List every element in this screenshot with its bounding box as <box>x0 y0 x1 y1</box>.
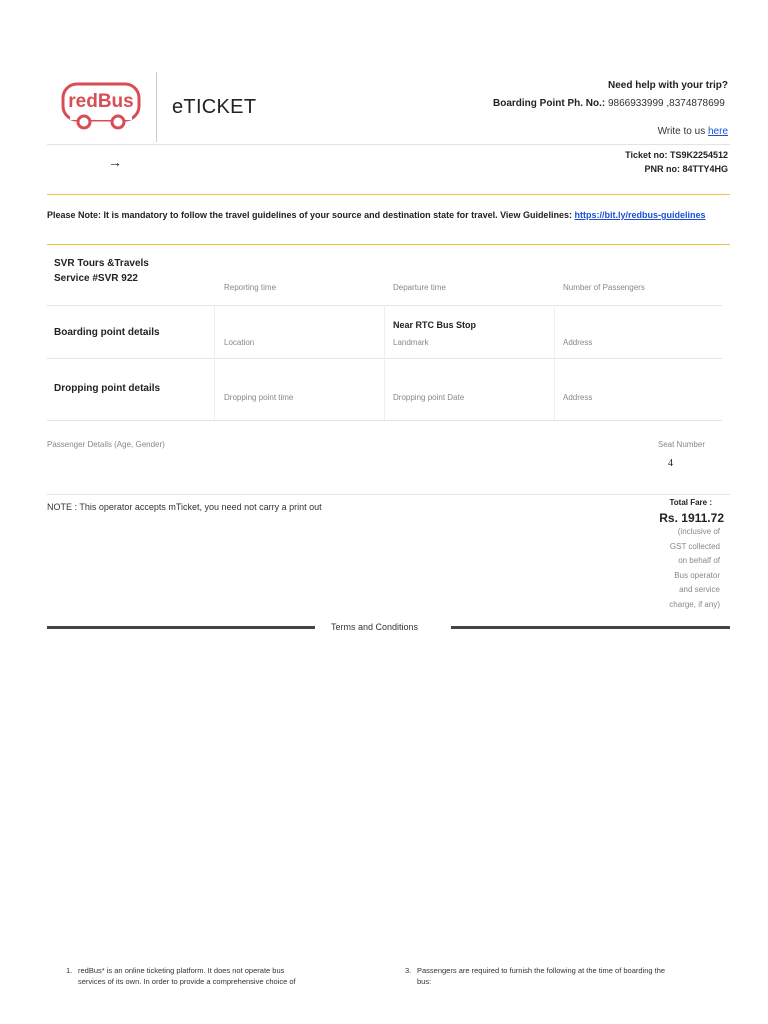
seat-number-label: Seat Number <box>657 440 705 449</box>
fare-note <box>650 525 720 612</box>
landmark-value: Near RTC Bus Stop <box>393 320 477 330</box>
operator-info <box>54 256 149 286</box>
notice-top-divider <box>47 194 730 195</box>
write-to-us <box>658 126 728 137</box>
dropping-date-label: Dropping point Date <box>393 393 465 402</box>
pnr-number: PNR no: 84TTY4HG <box>644 164 728 174</box>
list-text <box>417 965 665 987</box>
total-fare-value: Rs. 1911.72 <box>659 511 724 525</box>
column-separator <box>554 305 555 420</box>
boarding-section-title: Boarding point details <box>54 327 160 338</box>
fare-note-line: on behalf of <box>678 556 720 565</box>
boarding-phone-value: 9866933999 ,8374878699 <box>608 98 725 109</box>
header-divider <box>47 144 730 145</box>
fare-note-line: charge, if any) <box>669 599 720 609</box>
fare-note-line: GST collected <box>669 541 720 551</box>
notice-text: Please Note: It is mandatory to follow the travel guidelines of your source and destination state for travel. View Guidelines: <box>47 210 575 220</box>
dropping-address-label: Address <box>563 393 593 402</box>
row-divider <box>47 420 722 421</box>
brand-wordmark: redBus <box>68 91 134 112</box>
ticket-number: Ticket no: TS9K2254512 <box>625 150 728 160</box>
location-label: Location <box>224 338 255 347</box>
page-title: eTICKET <box>172 96 257 118</box>
list-text <box>78 965 296 987</box>
travel-guidelines-notice <box>47 208 727 222</box>
fare-note-line: Bus operator <box>674 570 720 580</box>
terms-bar-left <box>47 626 315 629</box>
write-prefix: Write to us <box>657 126 706 137</box>
list-line: bus: <box>417 977 432 986</box>
fare-note-line: (inclusive of <box>677 527 720 536</box>
departure-time-label: Departure time <box>393 283 446 292</box>
landmark-label: Landmark <box>393 338 429 347</box>
fare-note-line: and service <box>679 585 720 594</box>
dropping-section-title: Dropping point details <box>54 383 161 394</box>
dropping-time-label: Dropping point time <box>224 393 294 402</box>
mticket-note: NOTE : This operator accepts mTicket, you need not carry a print out <box>47 502 322 512</box>
service-number: Service #SVR 922 <box>54 273 138 284</box>
list-line: Passengers are required to furnish the following at the time of boarding the <box>417 966 666 975</box>
terms-item-3 <box>405 965 735 995</box>
terms-title: Terms and Conditions <box>331 622 419 632</box>
redbus-logo <box>60 82 142 132</box>
write-link[interactable]: here <box>707 126 728 137</box>
reporting-time-label: Reporting time <box>224 283 277 292</box>
list-number: 3. <box>405 966 412 975</box>
passenger-divider <box>47 494 730 495</box>
arrow-right-icon: → <box>108 154 122 170</box>
operator-name: SVR Tours &Travels <box>54 258 149 269</box>
total-fare-label: Total Fare : <box>669 498 712 507</box>
column-separator <box>384 305 385 420</box>
help-heading: Need help with your trip? <box>607 80 728 91</box>
passenger-details-label: Passenger Details (Age, Gender) <box>47 440 165 449</box>
list-line: services of its own. In order to provide a comprehensive choice of <box>78 977 296 986</box>
terms-bar-right <box>451 626 730 629</box>
column-separator <box>214 305 215 420</box>
list-number: 1. <box>66 966 73 975</box>
address-label: Address <box>563 338 593 347</box>
list-line: redBus* is an online ticketing platform. It does not operate bus <box>78 966 285 975</box>
seat-number-value: 4 <box>668 458 673 469</box>
terms-item-1 <box>66 965 366 995</box>
notice-bottom-divider <box>47 244 730 245</box>
logo-divider <box>156 72 157 142</box>
boarding-phone-label: Boarding Point Ph. No.: <box>493 98 606 109</box>
guidelines-link[interactable]: https://bit.ly/redbus-guidelines <box>574 210 706 220</box>
passengers-label: Number of Passengers <box>563 283 645 292</box>
